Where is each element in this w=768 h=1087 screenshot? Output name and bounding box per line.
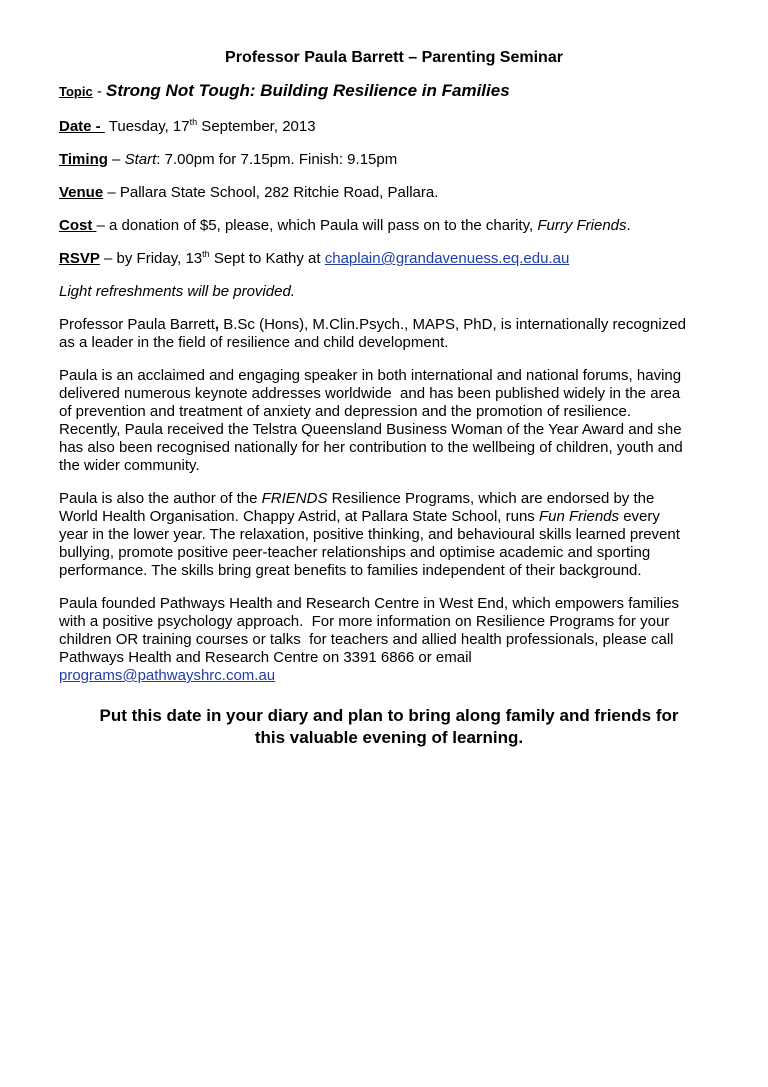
date-text-2: September, 2013 (197, 118, 316, 135)
programs-friends: FRIENDS (261, 490, 328, 507)
speaker-paragraph (59, 367, 719, 475)
programs-line-4: bullying, promote positive peer-teacher relationships and optimise academic and sporting (59, 544, 651, 561)
page-title: Professor Paula Barrett – Parenting Seminar (225, 49, 563, 66)
timing-line (59, 151, 719, 169)
rsvp-text-1: – by Friday, 13 (99, 250, 203, 267)
programs-line-3: year in the lower year. The relaxation, positive thinking, and behavioural skills learned prevent (59, 526, 680, 543)
rsvp-superscript: th (202, 249, 210, 259)
programs-line-1 (59, 490, 719, 508)
bio-line-2: as a leader in the field of resilience and child development. (59, 334, 449, 351)
topic-text: Strong Not Tough: Building Resilience in Families (106, 81, 510, 100)
refreshments-note (59, 283, 719, 301)
pathways-line: children OR training courses or talks for teachers and allied health professionals, please call (59, 631, 674, 648)
speaker-line: has also been recognised nationally for her contribution to the wellbeing of children, youth and (59, 439, 683, 456)
programs-line-5: performance. The skills bring great benefits to families independent of their background. (59, 562, 642, 579)
timing-label: Timing (59, 151, 108, 168)
cost-text: – a donation of $5, please, which Paula will pass on to the charity, (96, 217, 538, 234)
pathways-line: Paula founded Pathways Health and Research Centre in West End, which empowers families (59, 595, 680, 612)
venue-label: Venue (59, 184, 104, 201)
programs-fun-friends: Fun Friends (538, 508, 620, 525)
cost-line (59, 217, 719, 235)
timing-details: : 7.00pm for 7.15pm. Finish: 9.15pm (156, 151, 398, 168)
pathways-email-line (59, 667, 719, 685)
bio-paragraph (59, 316, 719, 352)
topic-label: Topic (59, 84, 93, 99)
pathways-paragraph (59, 595, 719, 685)
venue-line (59, 184, 719, 202)
rsvp-label: RSVP (59, 250, 100, 267)
bio-comma: , (214, 316, 220, 333)
programs-text-c: Resilience Programs, which are endorsed by the (327, 490, 655, 507)
timing-dash: – (107, 151, 125, 168)
programs-text-e: every (619, 508, 660, 525)
date-label: Date - (59, 118, 105, 135)
closing-callout (59, 705, 719, 749)
closing-line-2: this valuable evening of learning. (254, 728, 524, 747)
venue-text: – Pallara State School, 282 Ritchie Road, Pallara. (103, 184, 439, 201)
date-superscript: th (189, 117, 198, 127)
refreshments-text: Light refreshments will be provided. (59, 283, 295, 300)
bio-name: Professor Paula Barrett (59, 316, 215, 333)
rsvp-text-2: Sept to Kathy at (209, 250, 325, 267)
pathways-line: Pathways Health and Research Centre on 3391 6866 or email (59, 649, 472, 666)
topic-line (59, 82, 719, 101)
pathways-email-link[interactable]: programs@pathwayshrc.com.au (59, 667, 276, 684)
speaker-line: Recently, Paula received the Telstra Queensland Business Woman of the Year Award and she (59, 421, 682, 438)
rsvp-email-link[interactable]: chaplain@grandavenuess.eq.edu.au (324, 250, 570, 267)
programs-line-2 (59, 508, 719, 526)
topic-separator: - (92, 83, 107, 100)
programs-text-a: Paula is also the author of the (59, 490, 262, 507)
bio-credentials: B.Sc (Hons), M.Clin.Psych., MAPS, PhD, is internationally recognized (219, 316, 686, 333)
speaker-line: Paula is an acclaimed and engaging speaker in both international and national forums, having (59, 367, 682, 384)
closing-line-1: Put this date in your diary and plan to bring along family and friends for (99, 706, 679, 725)
seminar-flyer (59, 48, 719, 749)
rsvp-line (59, 250, 719, 268)
timing-start-label: Start (124, 151, 157, 168)
programs-text-d: World Health Organisation. Chappy Astrid, at Pallara State School, runs (59, 508, 539, 525)
pathways-line: with a positive psychology approach. For more information on Resilience Programs for your (59, 613, 670, 630)
speaker-line: the wider community. (59, 457, 200, 474)
speaker-line: of prevention and treatment of anxiety and depression and the promotion of resilience. (59, 403, 632, 420)
programs-paragraph (59, 490, 719, 580)
cost-charity: Furry Friends (537, 217, 627, 234)
date-line (59, 118, 719, 136)
date-text-1: Tuesday, 17 (104, 118, 190, 135)
cost-end: . (626, 217, 631, 234)
bio-line-1 (59, 316, 719, 334)
speaker-line: delivered numerous keynote addresses worldwide and has been published widely in the area (59, 385, 681, 402)
cost-label: Cost (59, 217, 97, 234)
